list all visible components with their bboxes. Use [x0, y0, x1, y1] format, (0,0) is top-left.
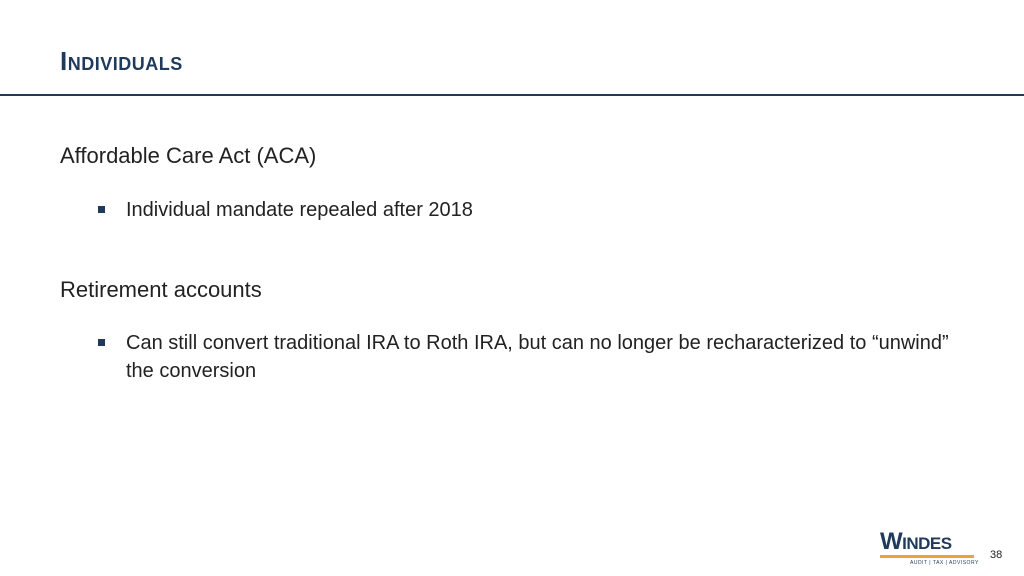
square-bullet-icon	[98, 339, 105, 346]
slide-title: Individuals	[60, 46, 183, 76]
bullet-item-aca	[98, 196, 978, 224]
logo-wordmark: Windes	[880, 528, 952, 555]
logo-accent-bar	[880, 555, 974, 558]
section-heading-aca: Affordable Care Act (ACA)	[60, 143, 317, 168]
bullet-text: Individual mandate repealed after 2018	[126, 199, 473, 221]
title-divider	[0, 94, 1024, 96]
square-bullet-icon	[98, 206, 105, 213]
windes-logo	[880, 528, 979, 568]
logo-tagline: AUDIT | TAX | ADVISORY	[910, 560, 979, 566]
section-heading-retirement: Retirement accounts	[60, 277, 262, 302]
bullet-item-retirement	[98, 329, 978, 385]
bullet-text: Can still convert traditional IRA to Roth IRA, but can no longer be recharacterized to “unwind” the conversion	[126, 332, 949, 382]
page-number: 38	[990, 549, 1003, 561]
